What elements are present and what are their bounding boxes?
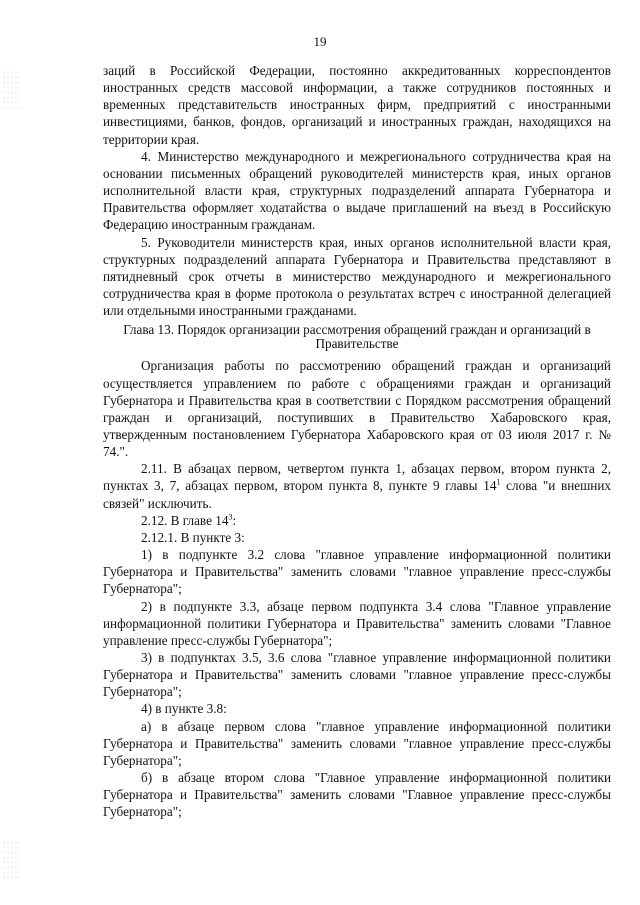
paragraph: 2.12.1. В пункте 3: xyxy=(141,529,245,545)
paragraph: 3) в подпунктах 3.5, 3.6 слова "главное управление информационной политики Губернатора и Правительства" заменить словами "главное управление пресс-службы Губернатора"; xyxy=(103,650,611,700)
paragraph: 4) в пункте 3.8: xyxy=(141,701,227,717)
paragraph: 2) в подпункте 3.3, абзаце первом подпункта 3.4 слова "Главное управление информационной политики Губернатора и Правительства" заменить словами "Главное управление пресс-службы Губернатора"; xyxy=(103,598,611,648)
paragraph: заций в Российской Федерации, постоянно аккредитованных корреспондентов иностранных средств массовой информации, а также сотрудников постоянных и временных представительств иностранных фирм, предприятий с иностранными инвестициями, банков, фондов, организаций и иностранных граждан, находящихся на территории края. xyxy=(103,63,611,147)
paragraph: Организация работы по рассмотрению обращений граждан и организаций осуществляется управлением по работе с обращениями граждан и организаций Губернатора и Правительства края в соответствии с Порядком рассмотрения обращений граждан и организаций, поступивших в Правительство Хабаровского края, утвержденным постановлением Губернатора Хабаровского края от 03 июля 2017 г. № 74.". xyxy=(103,358,611,460)
paragraph: а) в абзаце первом слова "главное управление информационной политики Губернатора и Правительства" заменить словами "главное управление пресс-службы Губернатора"; xyxy=(103,718,611,768)
paragraph: 1) в подпункте 3.2 слова "главное управление информационной политики Губернатора и Правительства" заменить словами "главное управление пресс-службы Губернатора"; xyxy=(103,547,611,597)
scan-artifact xyxy=(2,70,20,110)
paragraph: 5. Руководители министерств края, иных органов исполнительной власти края, структурных подразделений аппарата Губернатора и Правительства представляют в пятидневный срок отчеты в министерство международного и межрегионального сотрудничества края в форме протокола о результатах встреч с иностранной делегацией или отдельными иностранными гражданами. xyxy=(103,234,611,319)
paragraph-amendment-2-12 xyxy=(103,512,611,529)
superscript: 3 xyxy=(228,512,233,522)
text-fragment: 2.12. В главе 14 xyxy=(141,512,229,528)
scan-artifact xyxy=(2,840,20,880)
paragraph: 4. Министерство международного и межрегионального сотрудничества края на основании письменных обращений руководителей министерств края, иных органов исполнительной власти края, структурных подразделений аппарата Губернатора и Правительства оформляет ходатайства о выдаче приглашений на въезд в Российскую Федерацию иностранным гражданам. xyxy=(103,148,611,233)
page-number: 19 xyxy=(313,34,327,49)
superscript: 1 xyxy=(496,478,501,488)
chapter-heading: Глава 13. Порядок организации рассмотрения обращений граждан и организаций в Правительстве xyxy=(123,322,591,351)
text-fragment: 2.11. В абзацах первом, четвертом пункта 1, абзацах первом, втором пункта 2, пунктах 3, 7, абзацах первом, втором пункта 8, пункте 9 главы 14 xyxy=(103,461,611,494)
text-fragment: слова "и внешних связей" исключить. xyxy=(103,478,611,511)
paragraph-amendment-2-11 xyxy=(103,460,611,511)
paragraph: б) в абзаце втором слова "Главное управление информационной политики Губернатора и Правительства" заменить словами "Главное управление пресс-службы Губернатора"; xyxy=(103,770,611,820)
document-body xyxy=(103,62,611,821)
text-fragment: : xyxy=(232,512,237,528)
